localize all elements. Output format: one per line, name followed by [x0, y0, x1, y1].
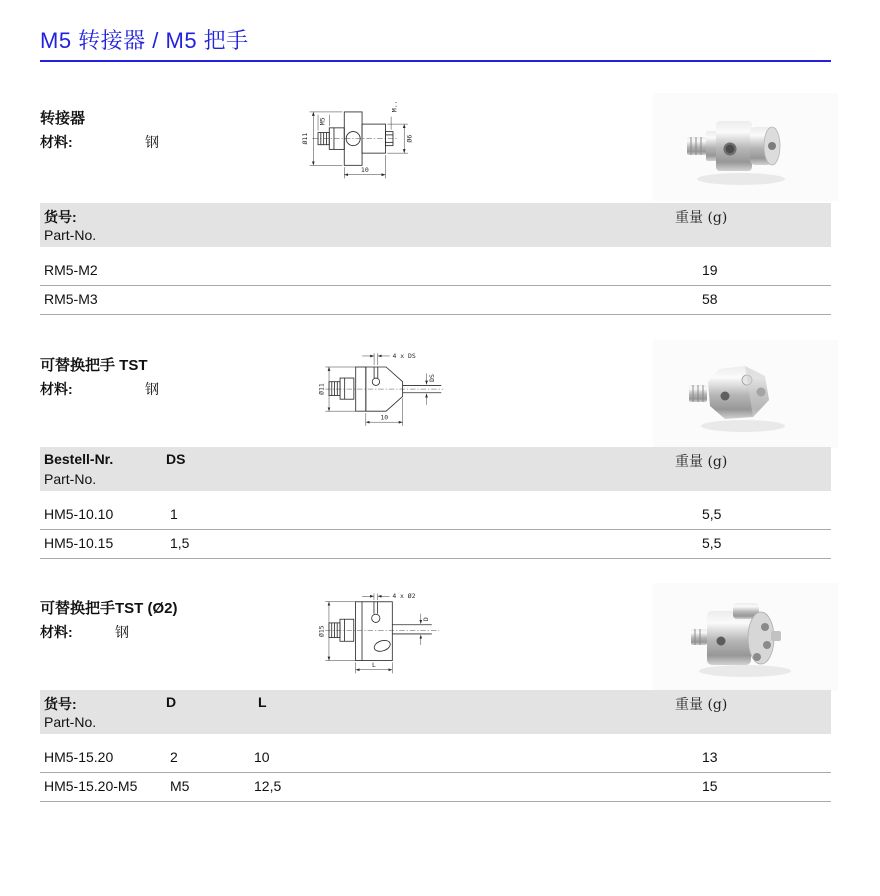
- part-no-subheader: Part-No.: [44, 714, 97, 730]
- table-row: [40, 501, 831, 530]
- weight-cell: 5,5: [702, 506, 722, 522]
- weight-header: 重量 (g): [675, 454, 728, 470]
- col3-cell: 10: [254, 749, 270, 765]
- part-no-cell: HM5-15.20-M5: [44, 778, 138, 794]
- weight-cell: 5,5: [702, 535, 722, 551]
- table-row: [40, 286, 831, 315]
- weight-cell: 13: [702, 749, 718, 765]
- part-no-subheader: Part-No.: [44, 227, 97, 243]
- weight-cell: 58: [702, 291, 718, 307]
- part-no-cell: HM5-10.15: [44, 535, 114, 551]
- section-heading: 转接器: [40, 110, 86, 127]
- parts-table: [40, 690, 831, 802]
- dim-right: DS: [427, 374, 436, 382]
- product-section-tst: [0, 337, 880, 567]
- part-no-cell: RM5-M2: [44, 262, 98, 278]
- part-no-cell: HM5-15.20: [44, 749, 114, 765]
- part-no-header: 货号:: [44, 209, 77, 225]
- col2-cell: 2: [170, 749, 178, 765]
- table-header: [40, 203, 831, 247]
- part-no-subheader: Part-No.: [44, 471, 97, 487]
- col2-cell: 1,5: [170, 535, 190, 551]
- dim-top: 4 x Ø2: [392, 592, 416, 601]
- section-heading: 可替换把手TST (Ø2): [40, 600, 178, 617]
- table-row: [40, 257, 831, 286]
- col3-header: L: [258, 694, 267, 710]
- weight-cell: 15: [702, 778, 718, 794]
- table-row: [40, 744, 831, 773]
- part-no-header: 货号:: [44, 696, 77, 712]
- col2-header: D: [166, 694, 177, 710]
- dim-bottom: L: [372, 660, 376, 669]
- weight-cell: 19: [702, 262, 718, 278]
- dim-bottom: 10: [380, 413, 389, 422]
- material-label: 材料:: [40, 624, 73, 640]
- col2-cell: 1: [170, 506, 178, 522]
- technical-drawing-tst-o2: [303, 588, 455, 678]
- dim-right: D: [422, 617, 431, 622]
- table-row: [40, 773, 831, 802]
- table-body: [40, 744, 831, 802]
- material-value: 钢: [115, 624, 129, 640]
- table-header: [40, 447, 831, 491]
- dim-top: M..: [390, 100, 399, 113]
- product-photo-tst-o2: [653, 583, 838, 691]
- technical-drawing-tst: [305, 344, 457, 436]
- material-value: 钢: [145, 134, 159, 150]
- part-no-cell: HM5-10.10: [44, 506, 114, 522]
- part-no-cell: RM5-M3: [44, 291, 98, 307]
- table-body: [40, 257, 831, 315]
- table-row: [40, 530, 831, 559]
- col2-header: DS: [166, 451, 186, 467]
- dim-left: Ø15: [317, 625, 326, 637]
- dim-top: 4 x DS: [392, 351, 416, 360]
- dim-right: Ø6: [405, 134, 414, 143]
- product-section-tst-o2: [0, 580, 880, 815]
- weight-header: 重量 (g): [675, 210, 728, 226]
- dim-bottom: 10: [360, 165, 369, 174]
- section-heading: 可替换把手 TST: [40, 357, 148, 374]
- title-divider: [40, 60, 831, 62]
- parts-table: [40, 203, 831, 315]
- product-section-adapter: [0, 90, 880, 320]
- weight-header: 重量 (g): [675, 697, 728, 713]
- dim-left: Ø11: [317, 383, 326, 395]
- dim-thread: M5: [318, 117, 327, 126]
- product-photo-tst: [653, 340, 838, 448]
- table-body: [40, 501, 831, 559]
- technical-drawing-adapter: [288, 96, 438, 185]
- part-no-header: Bestell-Nr.: [44, 451, 114, 467]
- material-label: 材料:: [40, 134, 73, 150]
- material-label: 材料:: [40, 381, 73, 397]
- table-header: [40, 690, 831, 734]
- col2-cell: M5: [170, 778, 190, 794]
- page-title: M5 转接器 / M5 把手: [40, 28, 249, 53]
- dim-left: Ø11: [300, 132, 309, 145]
- parts-table: [40, 447, 831, 559]
- material-value: 钢: [145, 381, 159, 397]
- product-photo-adapter: [653, 93, 838, 201]
- col3-cell: 12,5: [254, 778, 282, 794]
